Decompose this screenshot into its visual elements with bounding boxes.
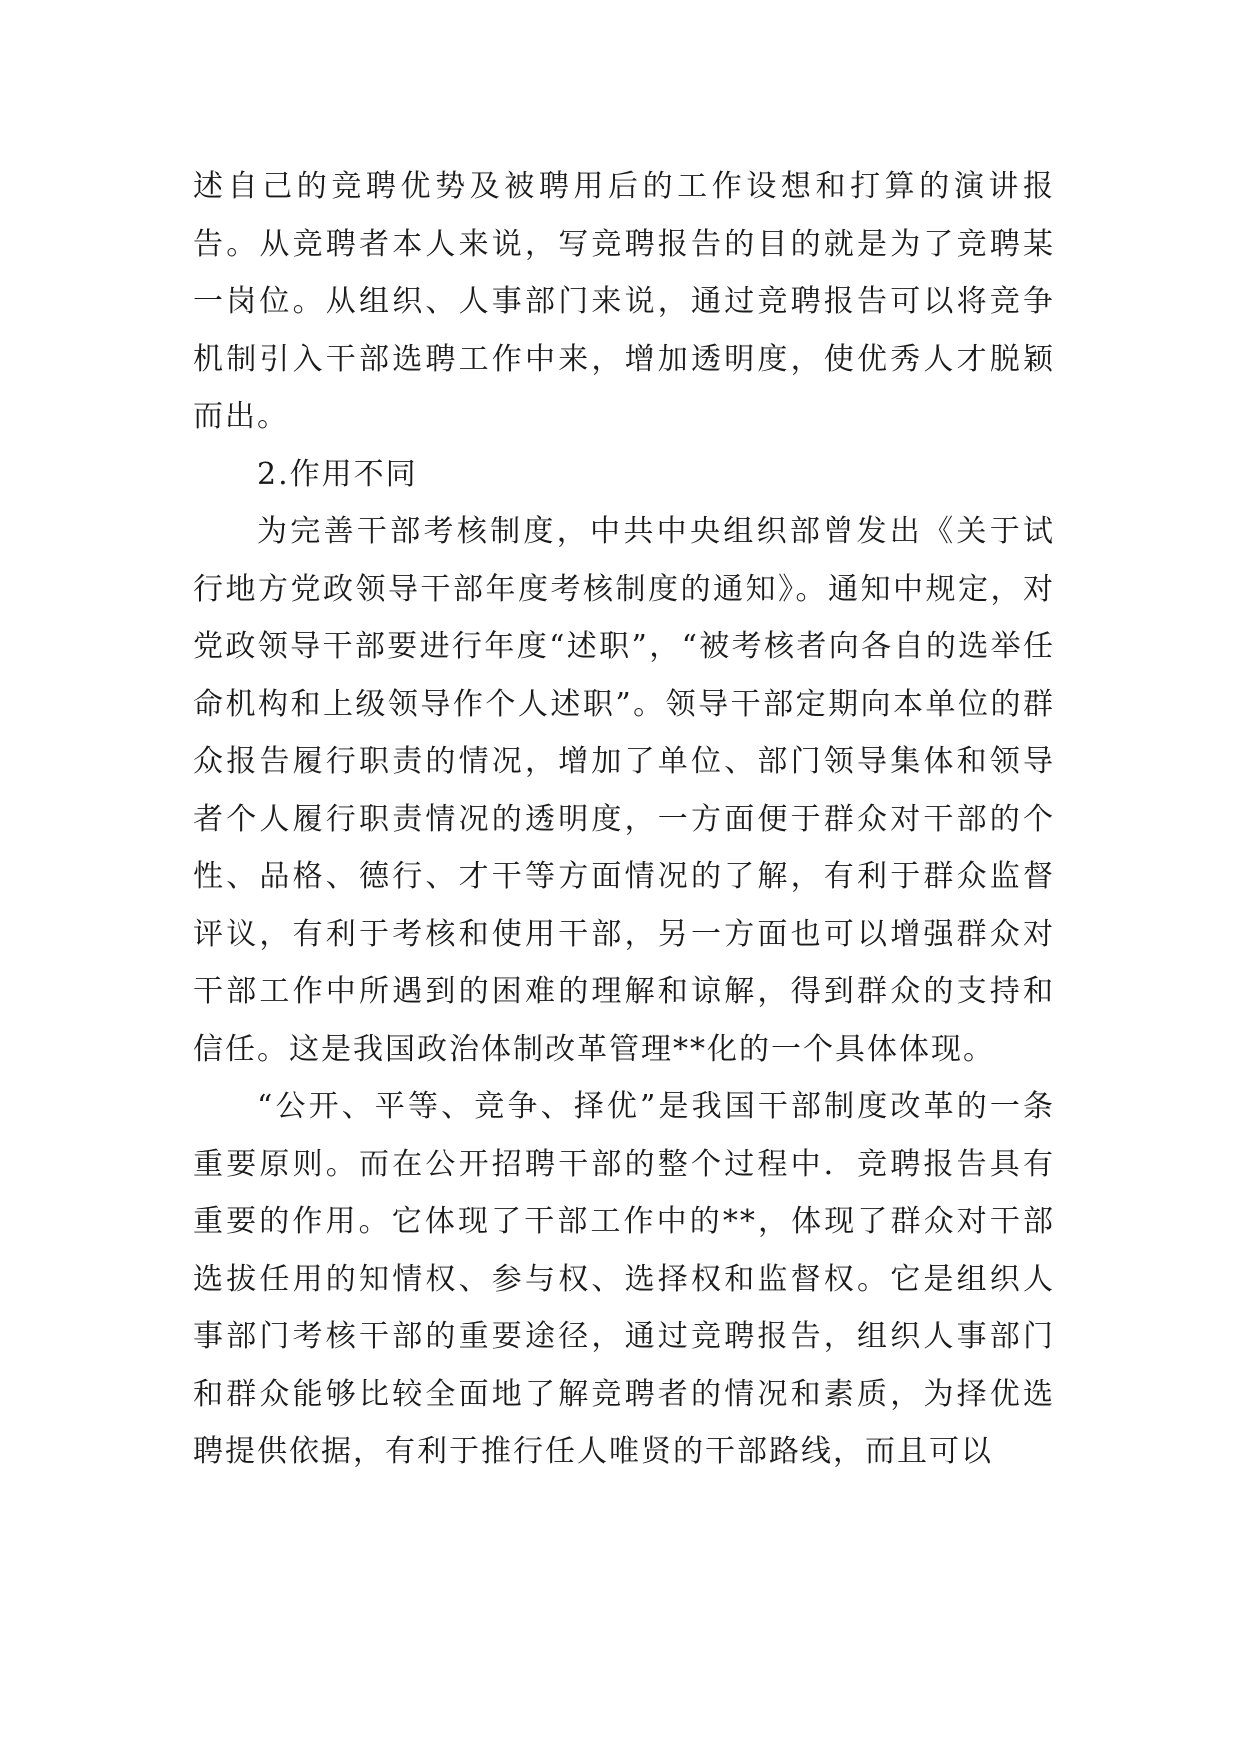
paragraph-4: “公开、平等、竞争、择优”是我国干部制度改革的一条重要原则。而在公开招聘干部的整个过程中．竞聘报告具有重要的作用。它体现了干部工作中的**，体现了群众对干部选拔任用的知情权、参与权、选择权和监督权。它是组织人事部门考核干部的重要途径，通过竞聘报告，组织人事部门和群众能够比较全面地了解竞聘者的情况和素质，为择优选聘提供依据，有利于推行任人唯贤的干部路线，而且可以 (193, 1089, 1055, 1469)
document-body (193, 158, 1055, 1481)
paragraph-1: 述自己的竞聘优势及被聘用后的工作设想和打算的演讲报告。从竞聘者本人来说，写竞聘报告的目的就是为了竞聘某一岗位。从组织、人事部门来说，通过竞聘报告可以将竞争机制引入干部选聘工作中来，增加透明度，使优秀人才脱颖而出。 (193, 169, 1055, 434)
paragraph-3: 为完善干部考核制度，中共中央组织部曾发出《关于试行地方党政领导干部年度考核制度的通知》。通知中规定，对党政领导干部要进行年度“述职”，“被考核者向各自的选举任命机构和上级领导作个人述职”。领导干部定期向本单位的群众报告履行职责的情况，增加了单位、部门领导集体和领导者个人履行职责情况的透明度，一方面便于群众对干部的个性、品格、德行、才干等方面情况的了解，有利于群众监督评议，有利于考核和使用干部，另一方面也可以增强群众对干部工作中所遇到的困难的理解和谅解，得到群众的支持和信任。这是我国政治体制改革管理**化的一个具体体现。 (193, 514, 1055, 1067)
section-heading-2: 2.作用不同 (257, 456, 418, 492)
